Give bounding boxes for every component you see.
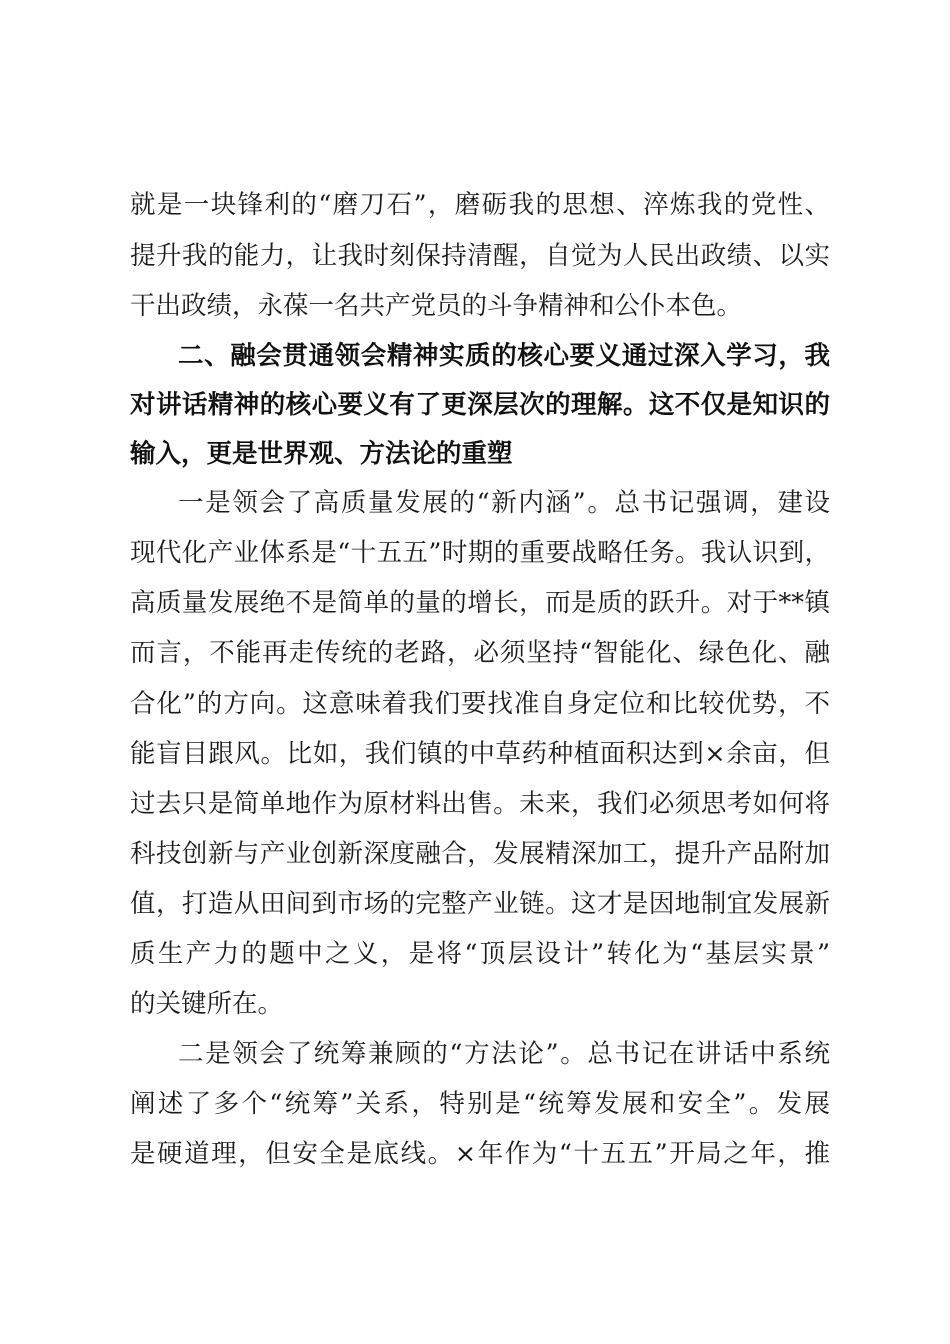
body-text-line: 过去只是简单地作为原材料出售。未来，我们必须思考如何将 [130, 789, 830, 819]
body-text-line: 合化”的方向。这意味着我们要找准自身定位和比较优势，不 [130, 689, 830, 719]
body-text-line: 是硬道理，但安全是底线。×年作为“十五五”开局之年，推 [130, 1139, 830, 1169]
body-text-line: 的关键所在。 [130, 989, 284, 1019]
body-text-line: 高质量发展绝不是简单的量的增长，而是质的跃升。对于**镇 [130, 588, 830, 618]
body-text-line: 一是领会了高质量发展的“新内涵”。总书记强调，建设 [178, 488, 830, 518]
body-text-line: 干出政绩，永葆一名共产党员的斗争精神和公仆本色。 [130, 291, 743, 321]
body-text-line: 能盲目跟风。比如，我们镇的中草药种植面积达到×余亩，但 [130, 739, 830, 769]
body-text-line: 现代化产业体系是“十五五”时期的重要战略任务。我认识到， [130, 538, 830, 568]
body-text-line: 值，打造从田间到市场的完整产业链。这才是因地制宜发展新 [130, 889, 830, 919]
body-text-line: 就是一块锋利的“磨刀石”，磨砺我的思想、淬炼我的党性、 [130, 190, 830, 220]
section-heading-line: 二、融会贯通领会精神实质的核心要义通过深入学习，我 [178, 341, 830, 371]
body-text-line: 科技创新与产业创新深度融合，发展精深加工，提升产品附加 [130, 839, 830, 869]
body-text-line: 质生产力的题中之义，是将“顶层设计”转化为“基层实景” [130, 939, 830, 969]
body-text-line: 而言，不能再走传统的老路，必须坚持“智能化、绿色化、融 [130, 638, 830, 668]
body-text-line: 二是领会了统筹兼顾的“方法论”。总书记在讲话中系统 [178, 1039, 830, 1069]
body-text-line: 提升我的能力，让我时刻保持清醒，自觉为人民出政绩、以实 [130, 241, 830, 271]
section-heading-line: 输入，更是世界观、方法论的重塑 [130, 439, 513, 469]
section-heading-line: 对讲话精神的核心要义有了更深层次的理解。这不仅是知识的 [130, 390, 830, 420]
body-text-line: 阐述了多个“统筹”关系，特别是“统筹发展和安全”。发展 [130, 1089, 830, 1119]
